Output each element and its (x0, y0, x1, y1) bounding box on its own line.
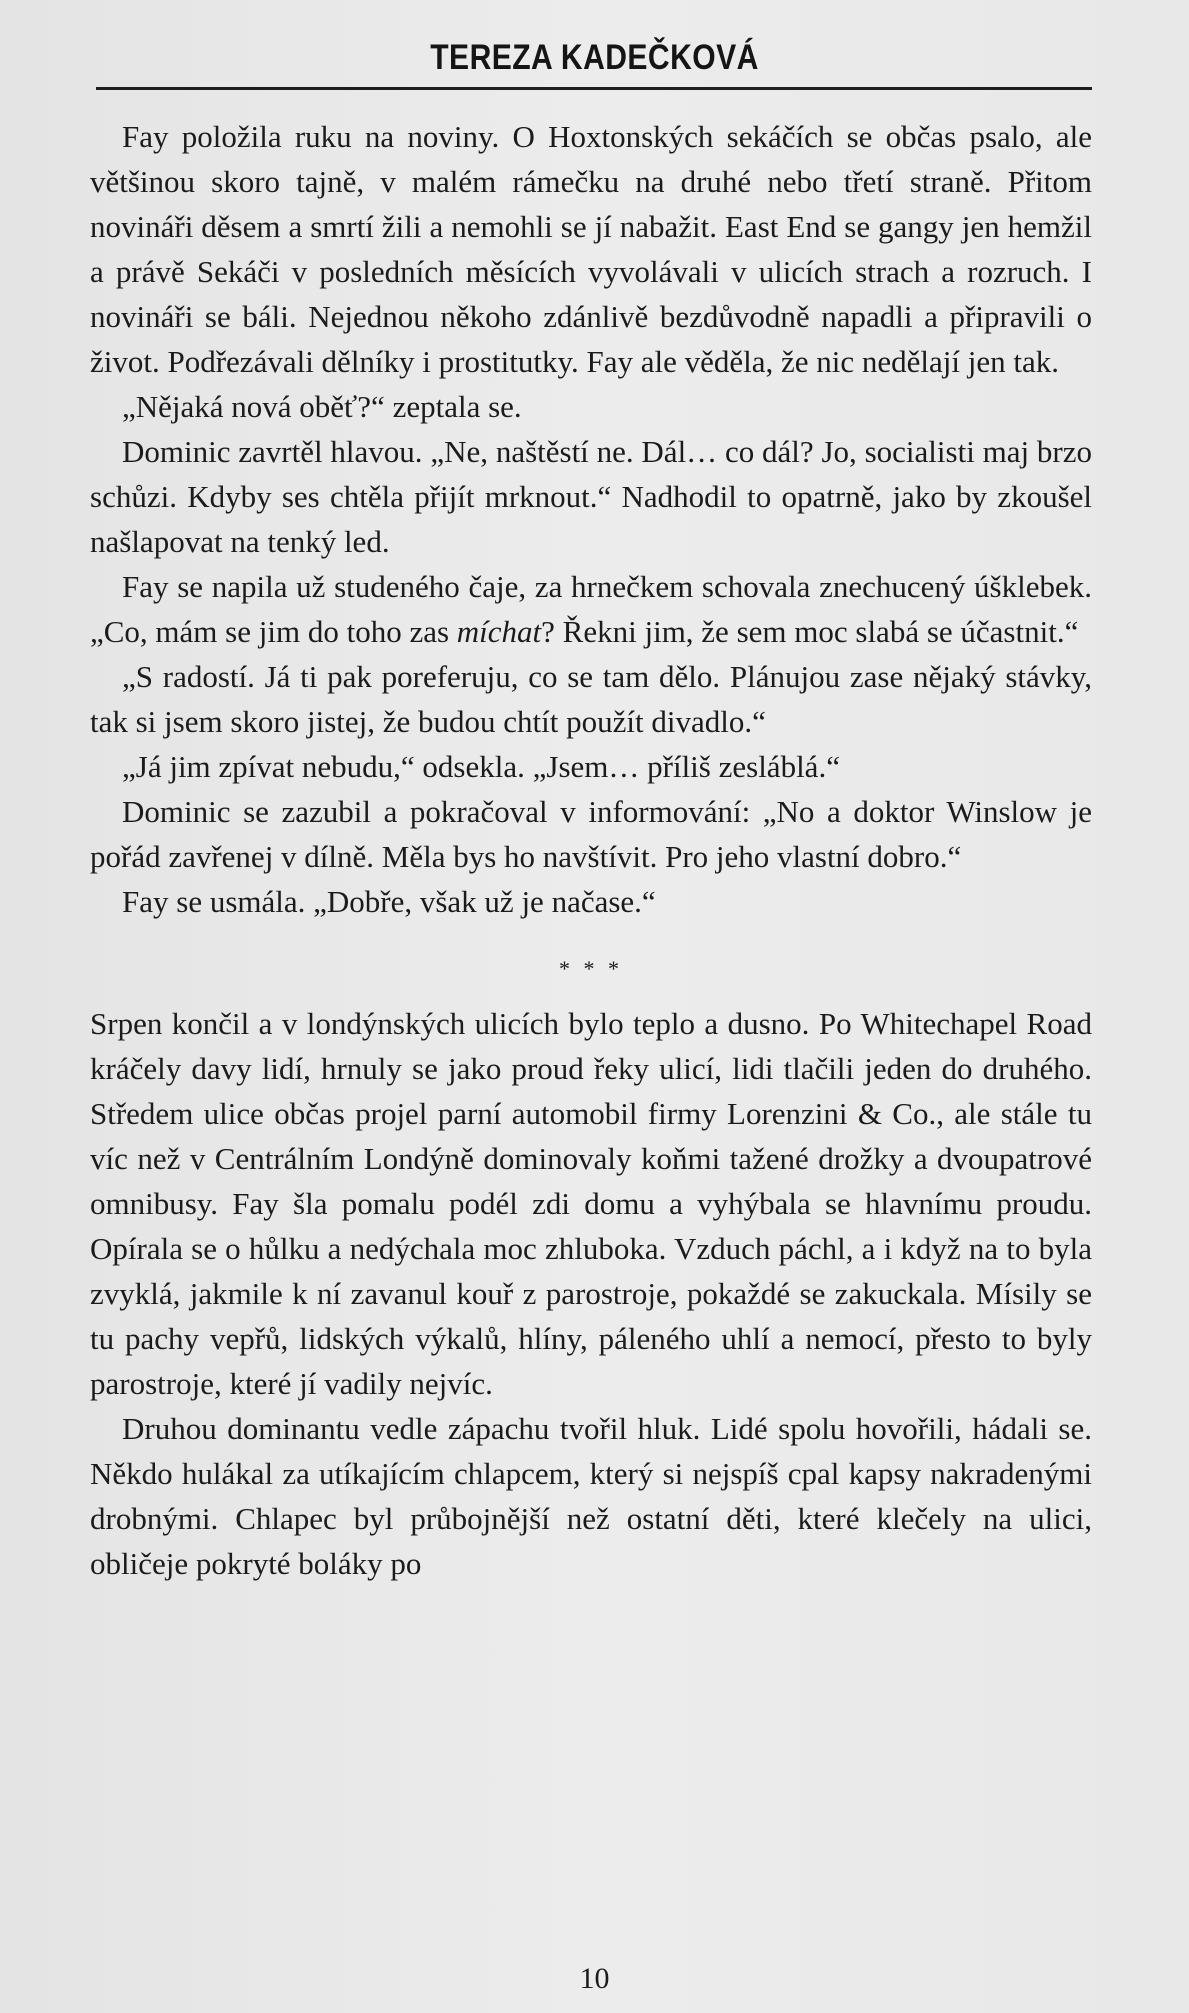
paragraph: Dominic zavrtěl hlavou. „Ne, naštěstí ne. Dál… co dál? Jo, socialisti maj brzo schůzi. Kdyby ses chtěla přijít mrknout.“ Nadhodil to opatrně, jako by zkoušel našlapovat na tenký led. (90, 434, 1092, 559)
running-head: TEREZA KADEČKOVÁ (430, 38, 759, 77)
paragraph: Druhou dominantu vedle zápachu tvořil hluk. Lidé spolu hovořili, hádali se. Někdo hulákal za utíkajícím chlapcem, který si nejspíš cpal kapsy nakradenými drobnými. Chlapec byl průbojnější než ostatní děti, které klečely na ulici, obličeje pokryté boláky po (90, 1411, 1092, 1581)
paragraph: Fay se usmála. „Dobře, však už je načase.“ (122, 884, 656, 919)
paragraph-text: ? Řekni jim, že sem moc slabá se účastnit.“ (541, 614, 1079, 649)
paragraph: Dominic se zazubil a pokračoval v informování: „No a doktor Winslow je pořád zavřenej v dílně. Měla bys ho navštívit. Pro jeho vlastní dobro.“ (90, 794, 1092, 874)
paragraph: „S radostí. Já ti pak poreferuju, co se tam dělo. Plánujou zase nějaký stávky, tak si jsem skoro jistej, že budou chtít použít divadlo.“ (90, 659, 1092, 739)
section-break: * * * (559, 956, 623, 981)
page-number: 10 (579, 1962, 610, 1995)
paragraph: Srpen končil a v londýnských ulicích bylo teplo a dusno. Po Whitechapel Road kráčely davy lidí, hrnuly se jako proud řeky ulicí, lidi tlačili jeden do druhého. Středem ulice občas projel parní automobil firmy Lorenzini & Co., ale stále tu víc než v Centrálním Londýně dominovaly koňmi tažené drožky a dvoupatrové omnibusy. Fay šla pomalu podél zdi domu a vyhýbala se hlavnímu proudu. Opírala se o hůlku a nedýchala moc zhluboka. Vzduch páchl, a i když na to byla zvyklá, jakmile k ní zavanul kouř z parostroje, pokaždé se zakuckala. Mísily se tu pachy vepřů, lidských výkalů, hlíny, páleného uhlí a nemocí, přesto to byly parostroje, které jí vadily nejvíc. (90, 1006, 1092, 1401)
paragraph: Fay položila ruku na noviny. O Hoxtonských sekáčích se občas psalo, ale většinou skoro tajně, v malém rámečku na druhé nebo třetí straně. Přitom novináři děsem a smrtí žili a nemohli se jí nabažit. East End se gangy jen hemžil a právě Sekáči v posledních měsících vyvolávali v ulicích strach a rozruch. I novináři se báli. Nejednou někoho zdánlivě bezdůvodně napadli a připravili o život. Podřezávali dělníky i prostitutky. Fay ale věděla, že nic nedělají jen tak. (90, 119, 1092, 379)
paragraph: „Já jim zpívat nebudu,“ odsekla. „Jsem… příliš zesláblá.“ (122, 749, 840, 784)
header-rule (96, 87, 1092, 90)
paragraph-text: Fay se napila už studeného čaje, za hrnečkem schovala znechucený úšklebek. „Co, mám se jim do toho zas (90, 569, 1092, 649)
paragraph (90, 564, 1092, 654)
paragraph: „Nějaká nová oběť?“ zeptala se. (122, 389, 522, 424)
body-text (90, 114, 1092, 1586)
emphasized-word: míchat (456, 614, 542, 649)
